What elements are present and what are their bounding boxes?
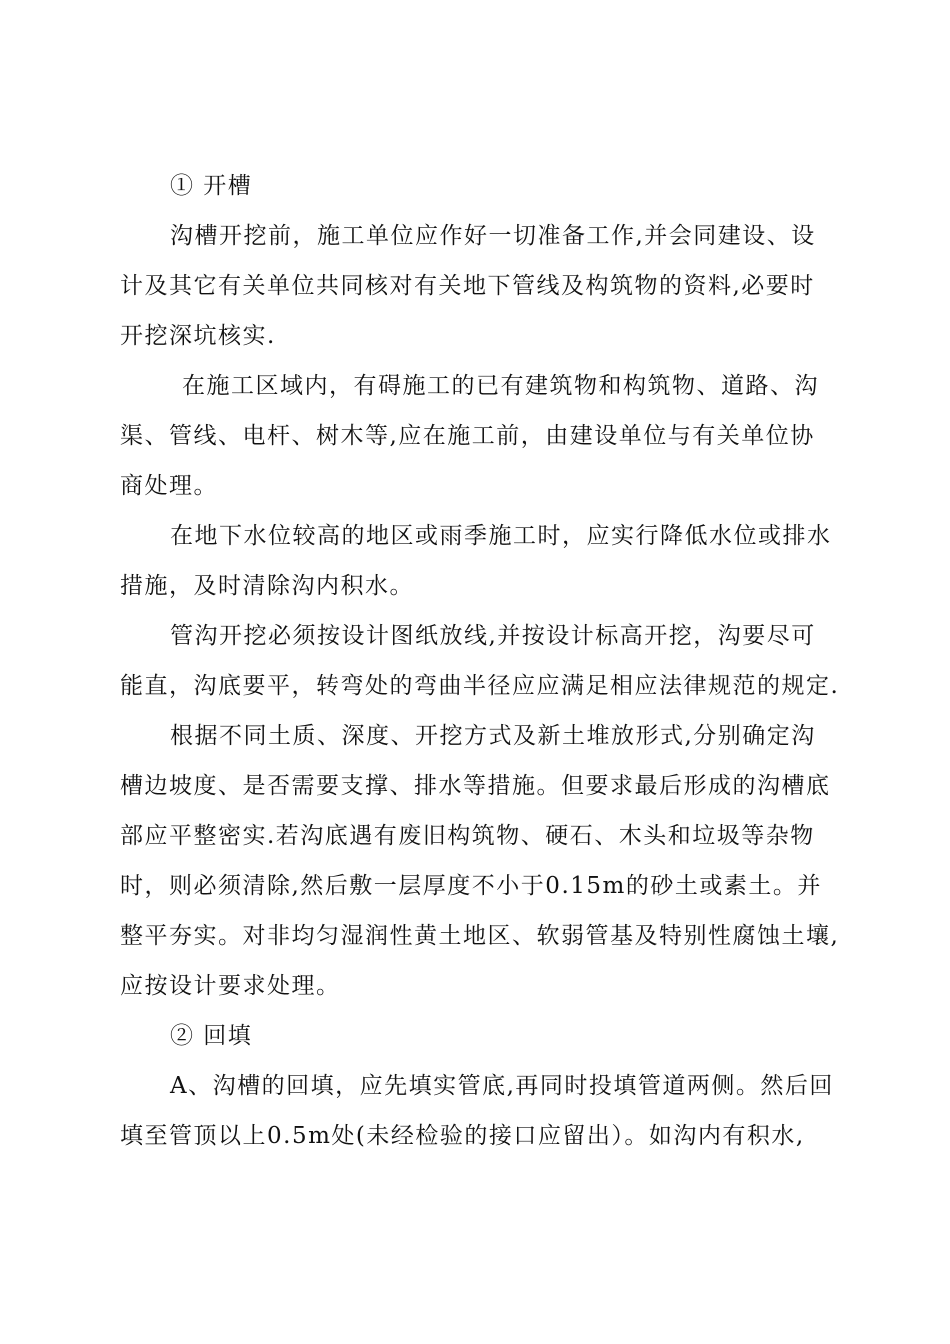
text-line: 商处理。	[120, 473, 218, 499]
text-line: 计及其它有关单位共同核对有关地下管线及构筑物的资料,必要时	[120, 273, 815, 299]
text-line: 开挖深坑核实.	[120, 323, 276, 349]
text-line: 填至管顶以上0.5m处(未经检验的接口应留出）。如沟内有积水,	[120, 1123, 805, 1149]
text-line: 根据不同土质、深度、开挖方式及新土堆放形式,分别确定沟	[170, 723, 816, 749]
text-line: 在地下水位较高的地区或雨季施工时，应实行降低水位或排水	[170, 523, 832, 549]
text-line: A、沟槽的回填，应先填实管底,再同时投填管道两侧。然后回	[170, 1073, 834, 1099]
text-line: 沟槽开挖前，施工单位应作好一切准备工作,并会同建设、设	[170, 223, 816, 249]
text-line: 措施，及时清除沟内积水。	[120, 573, 414, 599]
text-line: 应按设计要求处理。	[120, 973, 341, 999]
text-line: 在施工区域内，有碍施工的已有建筑物和构筑物、道路、沟	[182, 373, 819, 399]
text-line: 时，则必须清除,然后敷一层厚度不小于0.15m的砂土或素土。并	[120, 873, 822, 899]
text-line: 槽边坡度、是否需要支撑、排水等措施。但要求最后形成的沟槽底	[120, 773, 831, 799]
section-heading-huitian: ② 回填	[170, 1023, 253, 1049]
text-line: 管沟开挖必须按设计图纸放线,并按设计标高开挖，沟要尽可	[170, 623, 816, 649]
text-line: 能直，沟底要平，转弯处的弯曲半径应应满足相应法律规范的规定.	[120, 673, 840, 699]
text-line: 部应平整密实.若沟底遇有废旧构筑物、硬石、木头和垃圾等杂物	[120, 823, 815, 849]
text-line: 整平夯实。对非均匀湿润性黄土地区、软弱管基及特别性腐蚀土壤,	[120, 923, 840, 949]
section-heading-kaicao: ① 开槽	[170, 173, 253, 199]
text-line: 渠、管线、电杆、树木等,应在施工前，由建设单位与有关单位协	[120, 423, 815, 449]
